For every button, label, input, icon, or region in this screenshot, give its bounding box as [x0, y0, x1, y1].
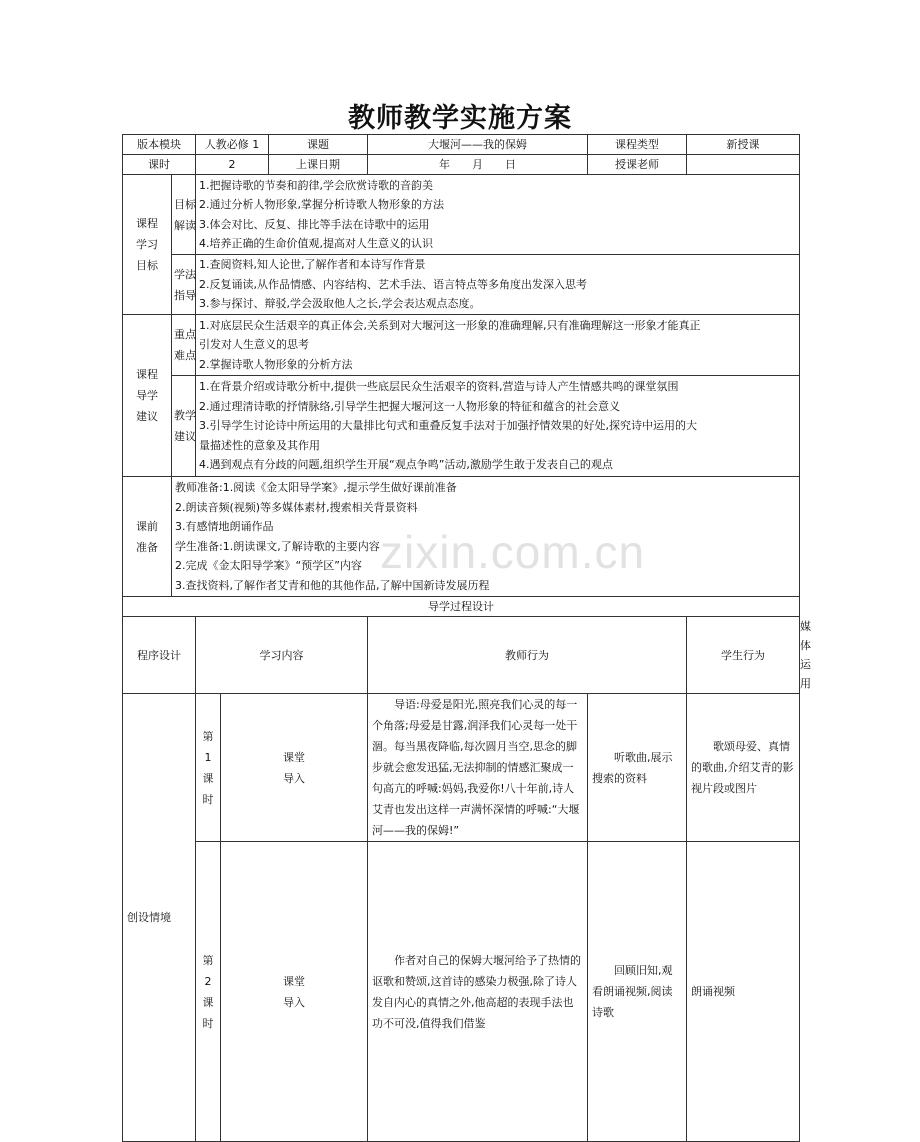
- teacher-label: 授课老师: [588, 155, 687, 175]
- lesson-teacher-behavior: 作者对自己的保姆大堰河给予了热情的讴歌和赞颂,这首诗的感染力极强,除了诗人发自内心的真情之外,他高超的表现手法也功不可没,值得我们借鉴: [368, 842, 588, 1142]
- guide-label: 课程导学建议: [123, 315, 172, 477]
- lesson-content: 课堂导入: [221, 842, 368, 1142]
- hours-value: 2: [196, 155, 269, 175]
- lesson-media: 朗诵视频: [687, 842, 800, 1142]
- course-type-value: 新授课: [687, 135, 800, 155]
- lesson-teacher-behavior: 导语:母爱是阳光,照亮我们心灵的每一个角落;母爱是甘露,润泽我们心灵每一处干涸。每当黑夜降临,每次圆月当空,思念的脚步就会愈发迅猛,无法抑制的情感汇聚成一句高亢的呼喊:妈妈,我爱你!八十年前,诗人艾青也发出这样一声满怀深情的呼喊:“大堰河——我的保姆!”: [368, 694, 588, 842]
- teaching-items: 1.在背景介绍或诗歌分析中,提供一些底层民众生活艰辛的资料,营造与诗人产生情感共鸣的课堂氛围 2.通过理清诗歌的抒情脉络,引导学生把握大堰河这一人物形象的特征和蕴含的社会意义 3.引导学生讨论诗中所运用的大量排比句式和重叠反复手法对于加强抒情效果的好处,探究诗中运用的大 量描述性的意象及其作用 4.遇到观点有分歧的问题,组织学生开展“观点争鸣”活动,激励学生敢于发表自己的观点: [196, 376, 800, 477]
- lesson-period: 第1课时: [196, 694, 221, 842]
- column-header: 程序设计: [123, 617, 196, 694]
- column-header: 学习内容: [196, 617, 368, 694]
- teaching-label: 教学建议: [172, 376, 196, 477]
- key-label: 重点难点: [172, 315, 196, 376]
- column-header: 学生行为: [687, 617, 800, 694]
- date-label: 上课日期: [269, 155, 368, 175]
- stage-label: 创设情境: [123, 694, 196, 1142]
- column-header: 教师行为: [368, 617, 687, 694]
- course-type-label: 课程类型: [588, 135, 687, 155]
- hours-label: 课时: [123, 155, 196, 175]
- target-label: 目标解读: [172, 175, 196, 255]
- page-title: 教师教学实施方案: [348, 103, 572, 134]
- prep-items: 教师准备:1.阅读《金太阳导学案》,提示学生做好课前准备 2.朗读音频(视频)等多媒体素材,搜索相关背景资料 3.有感情地朗诵作品 学生准备:1.朗读课文,了解诗歌的主要内容 2.完成《金太阳导学案》“预学区”内容 3.查找资料,了解作者艾青和他的其他作品,了解中国新诗发展历程: [172, 477, 800, 597]
- target-items: 1.把握诗歌的节奏和韵律,学会欣赏诗歌的音韵美 2.通过分析人物形象,掌握分析诗歌人物形象的方法 3.体会对比、反复、排比等手法在诗歌中的运用 4.培养正确的生命价值观,提高对人生意义的认识: [196, 175, 800, 255]
- goals-label: 课程学习目标: [123, 175, 172, 315]
- process-section-title: 导学过程设计: [123, 597, 800, 617]
- key-items: 1.对底层民众生活艰辛的真正体会,关系到对大堰河这一形象的准确理解,只有准确理解这一形象才能真正 引发对人生意义的思考 2.掌握诗歌人物形象的分析方法: [196, 315, 800, 376]
- method-items: 1.查阅资料,知人论世,了解作者和本诗写作背景 2.反复诵读,从作品情感、内容结构、艺术手法、语言特点等多角度出发深入思考 3.参与探讨、辩驳,学会汲取他人之长,学会表达观点态度。: [196, 255, 800, 315]
- lesson-media: 歌颂母爱、真情的歌曲,介绍艾青的影视片段或图片: [687, 694, 800, 842]
- method-label: 学法指导: [172, 255, 196, 315]
- lesson-period: 第2课时: [196, 842, 221, 1142]
- topic-value: 大堰河——我的保姆: [368, 135, 588, 155]
- module-label: 版本模块: [123, 135, 196, 155]
- lesson-student-behavior: 听歌曲,展示搜索的资料: [588, 694, 687, 842]
- date-value: 年 月 日: [368, 155, 588, 175]
- plan-table: 版本模块 人教必修 1 课题 大堰河——我的保姆 课程类型 新授课 课时 2 上课日期 年 月 日 授课老师 课程学习目标 目标解读 1.把握诗歌的节奏和韵律,学会欣赏诗歌的音韵美 2.通过分析人物形象,掌握分析诗歌人物形象的方法 3.体会对比、反复、排比等手法在诗歌中的运用 4.培养正确的生命价值观,提高对人生意义的认识 学法指导 1.查阅资料,知人论世,了解作者和本诗写作背景 2.反复诵读,从作品情感、内容结构、艺术手法、语言特点等多角度出发深入思考 3.参与探讨、辩驳,学会汲取他人之长,学会表达观点态度。 课程导学建议 重点难点 1.对底层民众生活艰辛的真正体会,关系到对大堰河这一形象的准确理解,只有准确理解这一形象才能真正 引发对人生意义的思考 2.掌握诗歌人物形象的分析方法 教学建议 1.在背景介绍或诗歌分析中,提供一些底层民众生活艰辛的资料,营造与诗人产生情感共鸣的课堂氛围 2.通过理清诗歌的抒情脉络,引导学生把握大堰河这一人物形象的特征和蕴含的社会意义 3.引导学生讨论诗中所运用的大量排比句式和重叠反复手法对于加强抒情效果的好处,探究诗中运用的大 量描述性的意象及其作用 4.遇到观点有分歧的问题,组织学生开展“观点争鸣”活动,激励学生敢于发表自己的观点 课前准备 教师准备:1.阅读《金太阳导学案》,提示学生做好课前准备 2.朗读音频(视频)等多媒体素材,搜索相关背景资料 3.有感情地朗诵作品 学生准备:1.朗读课文,了解诗歌的主要内容 2.完成《金太阳导学案》“预学区”内容 3.查找资料,了解作者艾青和他的其他作品,了解中国新诗发展历程 导学过程设计 程序设计 学习内容 教师行为 学生行为 媒体运用 创设情境 第1课时 课堂导入 导语:母爱是阳光,照亮我们心灵的每一个角落;母爱是甘露,润泽我们心灵每一处干涸。每当黑夜降临,每次圆月当空,思念的脚步就会愈发迅猛,无法抑制的情感汇聚成一句高亢的呼喊:妈妈,我爱你!八十年前,诗人艾青也发出这样一声满怀深情的呼喊:“大堰河——我的保姆!” 听歌曲,展示搜索的资料 歌颂母爱、真情的歌曲,介绍艾青的影视片段或图片 第2课时 课堂导入 作者对自己的保姆大堰河给予了热情的讴歌和赞颂,这首诗的感染力极强,除了诗人发自内心的真情之外,他高超的表现手法也功不可没,值得我们借鉴 回顾旧知,观看朗诵视频,阅读诗歌 朗诵视频: [122, 134, 800, 1142]
- prep-label: 课前准备: [123, 477, 172, 597]
- watermark: zixin.com.cn: [380, 526, 646, 578]
- teacher-value: [687, 155, 800, 175]
- lesson-student-behavior: 回顾旧知,观看朗诵视频,阅读诗歌: [588, 842, 687, 1142]
- lesson-content: 课堂导入: [221, 694, 368, 842]
- module-value: 人教必修 1: [196, 135, 269, 155]
- topic-label: 课题: [269, 135, 368, 155]
